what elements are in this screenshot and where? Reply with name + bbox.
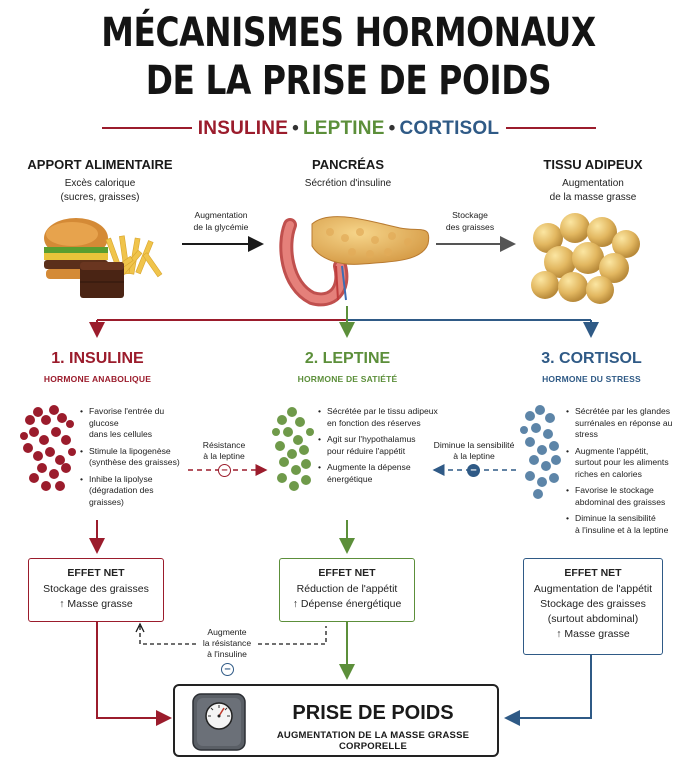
effect-heading: EFFET NET [564,567,622,579]
insulin-subtitle: HORMONE ANABOLIQUE [43,374,152,384]
title-line-2: DE LA PRISE DE POIDS [145,58,552,104]
list-item: • Sécrétée par le tissu adipeux en fonction des réserves [318,406,448,429]
food-heading: APPORT ALIMENTAIRE [27,157,173,172]
list-item: • Diminue la sensibilité à l'insuline et à la leptine [566,513,694,536]
subtitle-insulin: INSULINE [197,118,289,139]
subtitle-sep: • [388,118,396,139]
sensitivity-label-2: à la leptine [453,451,495,461]
arrow1-label-2: de la glycémie [193,222,249,232]
arrow2-label-1: Stockage [452,210,488,220]
insulin-title: 1. INSULINE [51,350,144,367]
cortisol-molecule-icon [520,405,561,499]
arrow2-label-2: des graisses [445,222,495,232]
food-line2: (sucres, graisses) [60,192,140,203]
effect-heading: EFFET NET [318,567,376,579]
insulin-bullets [80,406,190,513]
effect-line: Stockage des graisses [540,598,646,610]
effect-line: ↑ Masse grasse [556,628,630,640]
cortisol-bullets [566,406,694,541]
list-item: • Sécrétée par les glandes surrénales en réponse au stress [566,406,694,441]
effect-line: (surtout abdominal) [547,613,639,625]
insulin-res-label-3: à l'insuline [207,649,247,659]
food-line1: Excès calorique [64,178,136,189]
subtitle-leptin: LEPTINE [302,118,385,139]
list-item: • Inhibe la lipolyse (dégradation des graisses) [80,474,190,509]
list-item: • Augmente la dépense énergétique [318,462,448,485]
pancreas-line1: Sécrétion d'insuline [304,178,392,189]
scale-icon [191,692,247,752]
final-subtitle: AUGMENTATION DE LA MASSE GRASSE CORPORELLE [276,730,470,752]
list-item: • Augmente l'appétit, surtout pour les aliments riches en calories [566,446,694,481]
effect-line: ↑ Dépense énergétique [292,598,402,610]
insulin-res-label-2: la résistance [202,638,252,648]
cortisol-title: 3. CORTISOL [541,350,642,367]
leptin-effect-box [279,558,415,622]
arrow1-label-1: Augmentation [194,210,248,220]
list-item: • Favorise le stockage abdominal des graisses [566,485,694,508]
list-item: • Agit sur l'hypothalamus pour réduire l'appétit [318,434,448,457]
fat-cells-icon [531,213,640,304]
resistance-label-2: à la leptine [203,451,245,461]
effect-heading: EFFET NET [67,567,125,579]
effect-line: Augmentation de l'appétit [533,583,653,595]
effect-line: ↑ Masse grasse [59,598,133,610]
effect-line: Réduction de l'appétit [296,583,398,595]
title-line-1: MÉCANISMES HORMONAUX [101,10,596,56]
sensitivity-label-1: Diminue la sensibilité [433,440,515,450]
insulin-effect-box [28,558,164,622]
subtitle-sep: • [292,118,299,139]
insulin-molecule-icon [20,405,76,491]
final-box [173,684,499,757]
cortisol-subtitle: HORMONE DU STRESS [542,374,641,384]
final-title: PRISE DE POIDS [292,702,454,724]
adipose-line1: Augmentation [562,178,624,189]
list-item: • Stimule la lipogenèse (synthèse des graisses) [80,446,190,469]
leptin-molecule-icon [272,407,314,491]
pancreas-heading: PANCRÉAS [312,157,384,172]
minus-icon: – [467,464,480,477]
cortisol-effect-box [523,558,663,655]
leptin-title: 2. LEPTINE [304,350,391,367]
minus-icon: – [218,464,231,477]
effect-line: Stockage des graisses [43,583,149,595]
leptin-subtitle: HORMONE DE SATIÉTÉ [297,374,398,384]
insulin-res-label-1: Augmente [207,627,247,637]
minus-icon: – [221,663,234,676]
brownie-icon [80,262,124,298]
list-item: • Favorise l'entrée du glucose dans les cellules [80,406,190,441]
subtitle-cortisol: CORTISOL [399,118,500,139]
adipose-heading: TISSU ADIPEUX [543,157,643,172]
adipose-line2: de la masse grasse [549,192,637,203]
pancreas-icon [286,217,428,300]
resistance-label-1: Résistance [202,440,246,450]
